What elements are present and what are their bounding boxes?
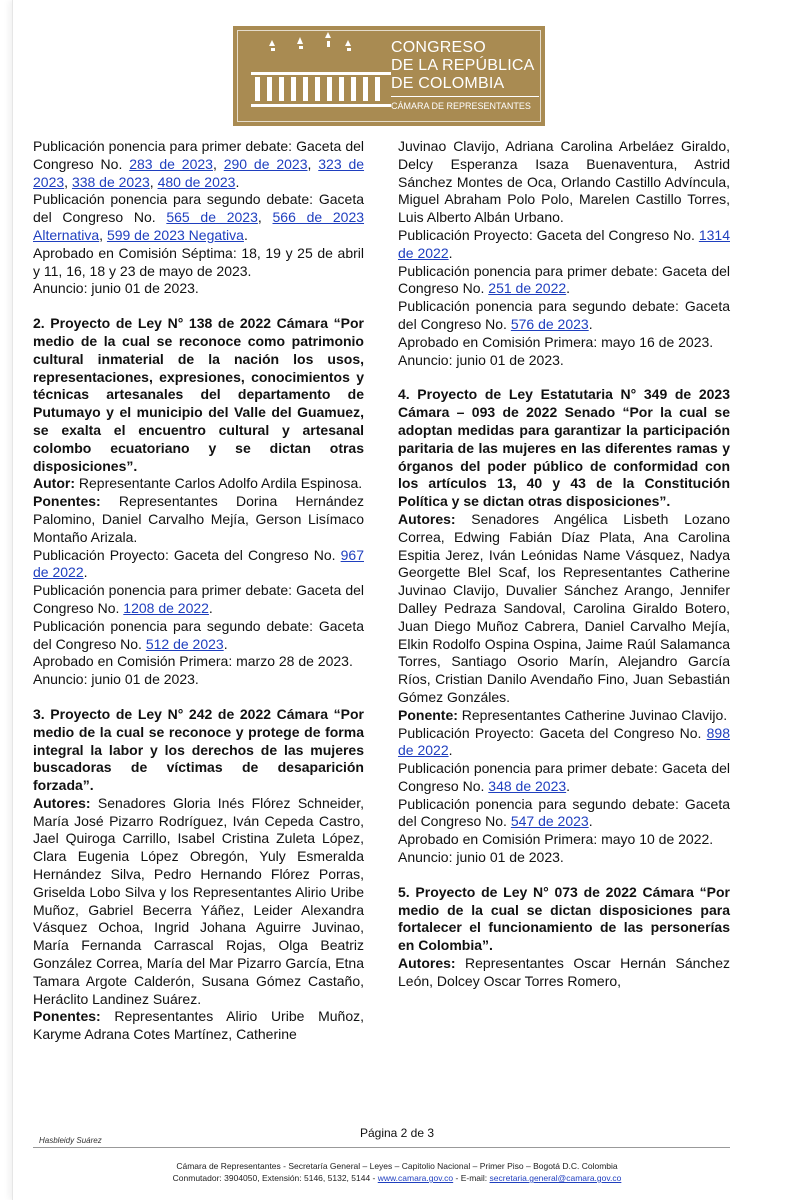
item3-title: 3. Proyecto de Ley N° 242 de 2022 Cámara “Por medio de la cual se reconoce y protege de forma integral la labor y los derechos de las mujeres buscadoras de víctimas de desaparición forzada”.: [33, 705, 364, 794]
left-column: [33, 138, 364, 1044]
item2-anuncio: Anuncio: junio 01 de 2023.: [33, 671, 199, 688]
value: Senadores Angélica Lisbeth Lozano Correa, Edwing Fabián Díaz Plata, Ana Carolina Espitia Jerez, Iván Leónidas Name Vásquez, Nadya Georgette Blel Scaf, los Representantes Catherine Juvinao Clavijo, Duvalier Sánchez Arango, Jennifer Dalley Pedraza Sandoval, Carolina Giraldo Botero, Juan Diego Muñoz Cabrera, Daniel Carvalho Mejía, Elkin Rodolfo Ospina Ospina, Jaime Raúl Salamanca Torres, Santiago Osorio Marín, Alejandro García Ríos, Cristian Danilo Avendaño Fino, Juan Sebastián Gómez Gonzáles.: [398, 510, 730, 705]
gaceta-link[interactable]: 1314 de 2022: [398, 226, 730, 261]
item4-pub-segundo-debate: Publicación ponencia para segundo debate: Gaceta del Congreso No. 547 de 2023.: [398, 795, 730, 830]
logo-text-colombia: DE COLOMBIA: [391, 75, 505, 92]
gaceta-link[interactable]: 348 de 2023: [488, 777, 567, 794]
capitol-building-icon: [241, 32, 401, 120]
item3-ponentes-continued: Juvinao Clavijo, Adriana Carolina Arbeláez Giraldo, Delcy Esperanza Isaza Buenaventura, Astrid Sánchez Montes de Oca, Orlando Castillo Advíncula, Miguel Abraham Polo Polo, Marelen Castillo Torres, Luis Alberto Albán Urbano.: [398, 138, 730, 226]
value: Representante Carlos Adolfo Ardila Espinosa.: [75, 475, 363, 492]
label: Publicación Proyecto: Gaceta del Congreso No.: [398, 226, 699, 243]
item3-pub-primer-debate: Publicación ponencia para primer debate: Gaceta del Congreso No. 251 de 2022.: [398, 262, 730, 297]
item3-anuncio: Anuncio: junio 01 de 2023.: [398, 351, 564, 368]
page-number: Página 2 de 3: [359, 1126, 435, 1140]
gaceta-link[interactable]: 251 de 2022: [488, 280, 567, 297]
right-column: [398, 138, 730, 991]
label: Publicación ponencia para segundo debate: Gaceta del Congreso No.: [398, 795, 730, 830]
gaceta-link[interactable]: 898 de 2022: [398, 724, 730, 759]
item3-ponentes: [33, 1008, 364, 1044]
label: Autores:: [33, 794, 91, 811]
item4-title: 4. Proyecto de Ley Estatutaria N° 349 de 2023 Cámara – 093 de 2022 Senado “Por la cual se adoptan medidas para garantizar la participación paritaria de las mujeres en las diferentes ramas y órganos del poder público de conformidad con los artículos 13, 40 y 43 de la Constitución Política y se dictan otras disposiciones”.: [398, 386, 730, 510]
gaceta-link[interactable]: 599 de 2023 Negativa: [106, 226, 244, 243]
label: Publicación ponencia para primer debate: Gaceta del Congreso No.: [33, 582, 364, 616]
item4-ponente: [398, 707, 730, 725]
label: Publicación ponencia para primer debate: Gaceta del Congreso No.: [398, 262, 730, 297]
item1-aprobado: Aprobado en Comisión Séptima: 18, 19 y 25 de abril y 11, 16, 18 y 23 de mayo de 2023.: [33, 244, 364, 279]
gaceta-link[interactable]: 323 de 2023: [33, 155, 365, 190]
label: Publicación ponencia para segundo debate: Gaceta del Congreso No.: [33, 617, 364, 652]
item1-anuncio: Anuncio: junio 01 de 2023.: [33, 280, 199, 297]
label: Ponentes:: [33, 493, 101, 510]
footer-address: Cámara de Representantes - Secretaría General – Leyes – Capitolio Nacional – Primer Piso – Bogotá D.C. Colombia: [176, 1161, 618, 1171]
label: Autores:: [398, 510, 456, 527]
logo-text-camara: CÁMARA DE REPRESENTANTES: [391, 101, 531, 111]
gaceta-link[interactable]: 967 de 2022: [33, 546, 364, 581]
gaceta-link[interactable]: 565 de 2023: [166, 209, 258, 226]
footer-divider: [33, 1147, 730, 1148]
email-label: - E-mail:: [453, 1173, 490, 1183]
footer-author: Hasbleidy Suárez: [39, 1136, 102, 1145]
value: Representantes Dorina Hernández Palomino, Daniel Carvalho Mejía, Gerson Lisímaco Montaño Arizala.: [33, 493, 364, 545]
label: Autor:: [33, 475, 75, 492]
item3-pub-segundo-debate: Publicación ponencia para segundo debate: Gaceta del Congreso No. 576 de 2023.: [398, 298, 730, 332]
value: Representantes Catherine Juvinao Clavijo.: [457, 706, 728, 723]
gaceta-link[interactable]: 576 de 2023: [510, 315, 589, 332]
label: Autores:: [398, 955, 456, 972]
label: Publicación Proyecto: Gaceta del Congreso No.: [398, 724, 707, 741]
value: Representantes Oscar Hernán Sánchez León, Dolcey Oscar Torres Romero,: [398, 955, 730, 989]
item2-ponentes: [33, 493, 364, 546]
item4-pub-proyecto: Publicación Proyecto: Gaceta del Congreso No. 898 de 2022.: [398, 724, 730, 759]
label: Publicación ponencia para primer debate: Gaceta del Congreso No.: [33, 138, 364, 172]
logo-divider: [391, 96, 539, 97]
item1-pub-primer-debate: Publicación ponencia para primer debate: Gaceta del Congreso No. 283 de 2023, 290 de 2023, 323 de 2023, 338 de 2023, 480 de 2023.: [33, 138, 365, 190]
gaceta-link[interactable]: 338 de 2023: [71, 173, 150, 190]
label: Publicación ponencia para primer debate: Gaceta del Congreso No.: [398, 760, 730, 794]
item5-title: 5. Proyecto de Ley N° 073 de 2022 Cámara “Por medio de la cual se dictan disposiciones para fortalecer el funcionamiento de las personerías en Colombia”.: [398, 883, 730, 954]
item2-pub-proyecto: Publicación Proyecto: Gaceta del Congreso No. 967 de 2022.: [33, 546, 364, 581]
logo-text-republica: DE LA REPÚBLICA: [391, 57, 535, 74]
label: Publicación Proyecto: Gaceta del Congreso No.: [33, 546, 341, 563]
label: Publicación ponencia para segundo debate: Gaceta del Congreso No.: [398, 298, 730, 332]
congress-logo: [233, 26, 545, 126]
item3-pub-proyecto: Publicación Proyecto: Gaceta del Congreso No. 1314 de 2022.: [398, 226, 730, 261]
gaceta-link[interactable]: 566 de 2023 Alternativa: [33, 209, 365, 243]
value: Senadores Gloria Inés Flórez Schneider, María José Pizarro Rodríguez, Iván Cepeda Castro, Jael Quiroga Carrillo, Isabel Cristina Zuleta López, Clara Eugenia López Obregón, Yuly Esmeralda Hernández Silva, Pedro Hernando Flórez Porras, Griselda Lobo Silva y los Representantes Alirio Uribe Muñoz, Gabriel Becerra Yáñez, Leider Alexandra Vásquez Ochoa, Ingrid Johana Aguirre Juvinao, María Fernanda Carrascal Rojas, Olga Beatriz González Correa, María del Mar Pizarro García, Etna Tamara Argote Calderón, Susana Gómez Castaño, Heráclito Landinez Suárez.: [33, 794, 364, 1007]
item2-aprobado: Aprobado en Comisión Primera: marzo 28 de 2023.: [33, 653, 353, 670]
label: Publicación ponencia para segundo debate: Gaceta del Congreso No.: [33, 191, 364, 226]
item5-autores: [398, 955, 730, 991]
item2-autor: [33, 475, 364, 493]
item4-anuncio: Anuncio: junio 01 de 2023.: [398, 849, 564, 866]
item1-pub-segundo-debate: Publicación ponencia para segundo debate: Gaceta del Congreso No. 565 de 2023, 566 de 2023 Alternativa, 599 de 2023 Negativa.: [33, 191, 365, 243]
gaceta-link[interactable]: 547 de 2023: [510, 813, 589, 830]
gaceta-link[interactable]: 290 de 2023: [223, 155, 308, 172]
gaceta-link[interactable]: 512 de 2023: [145, 635, 224, 652]
contact-phone: Conmutador: 3904050, Extensión: 5146, 5132, 5144 -: [172, 1173, 378, 1183]
value: Representantes Alirio Uribe Muñoz, Karyme Adrana Cotes Martínez, Catherine: [33, 1008, 364, 1043]
item4-pub-primer-debate: Publicación ponencia para primer debate: Gaceta del Congreso No. 348 de 2023.: [398, 760, 730, 794]
label: Ponente:: [398, 706, 458, 723]
gaceta-link[interactable]: 480 de 2023: [157, 173, 236, 190]
gaceta-link[interactable]: 1208 de 2022: [123, 599, 209, 616]
item4-aprobado: Aprobado en Comisión Primera: mayo 10 de 2022.: [398, 831, 714, 848]
email-link[interactable]: secretaria.general@camara.gov.co: [489, 1173, 622, 1183]
item4-autores: [398, 511, 730, 707]
item2-title: 2. Proyecto de Ley N° 138 de 2022 Cámara “Por medio de la cual se reconoce como patrimonio cultural inmaterial de la nación los usos, representaciones, expresiones, conocimientos y técnicas artesanales del departamento de Putumayo y el municipio del Valle del Guamuez, se exalta el encuentro cultural y artesanal colombo ecuatoriano y se dictan otras disposiciones”.: [33, 315, 364, 474]
item2-pub-segundo-debate: Publicación ponencia para segundo debate: Gaceta del Congreso No. 512 de 2023.: [33, 617, 364, 652]
footer-contact: [0, 1173, 794, 1183]
item2-pub-primer-debate: Publicación ponencia para primer debate: Gaceta del Congreso No. 1208 de 2022.: [33, 582, 364, 616]
website-link[interactable]: www.camara.gov.co: [377, 1173, 454, 1183]
logo-text-congreso: CONGRESO: [391, 39, 486, 56]
label: Ponentes:: [33, 1008, 101, 1025]
item3-aprobado: Aprobado en Comisión Primera: mayo 16 de 2023.: [398, 333, 714, 350]
item3-autores: [33, 795, 364, 1009]
gaceta-link[interactable]: 283 de 2023: [129, 155, 213, 172]
